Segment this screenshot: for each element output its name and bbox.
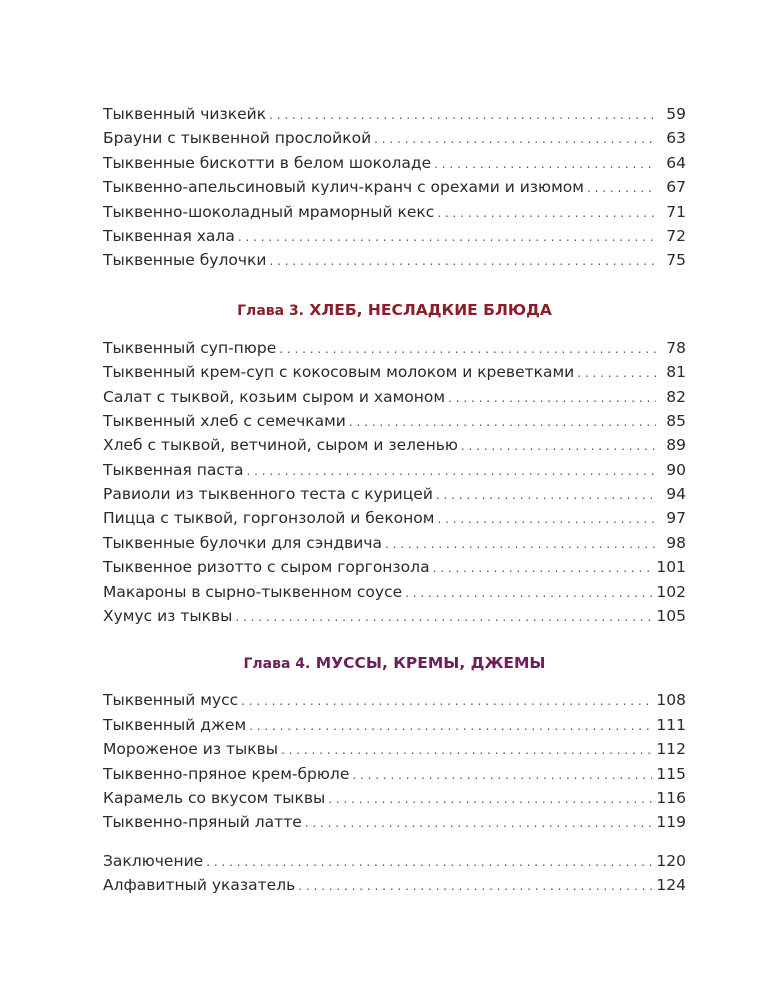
entry-page: 105 (656, 607, 686, 626)
toc-entry[interactable] (103, 580, 686, 604)
toc-entry[interactable] (103, 151, 686, 175)
chapter-label: Глава 4. (243, 656, 311, 673)
entry-page: 72 (666, 226, 686, 245)
entry-page: 67 (666, 178, 686, 197)
dot-leader (305, 811, 653, 835)
entry-title: Тыквенный мусс (103, 691, 239, 710)
dot-leader (434, 152, 656, 176)
entry-title: Тыквенный крем-суп с кокосовым молоком и креветками (103, 363, 575, 382)
entry-page: 89 (666, 436, 686, 455)
entry-page: 75 (666, 251, 686, 270)
dot-leader (385, 532, 656, 556)
dot-leader (269, 103, 656, 127)
entry-title: Тыквенный джем (103, 715, 247, 734)
entry-page: 111 (656, 715, 686, 734)
toc-entry[interactable] (103, 737, 686, 761)
dot-leader (349, 410, 656, 434)
entry-title: Тыквенный суп-пюре (103, 338, 277, 357)
entry-page: 119 (656, 813, 686, 832)
toc-entry[interactable] (103, 433, 686, 457)
dot-leader (328, 787, 652, 811)
toc-entry[interactable] (103, 482, 686, 506)
entry-title: Салат с тыквой, козьим сыром и хамоном (103, 387, 446, 406)
entry-title: Хлеб с тыквой, ветчиной, сыром и зеленью (103, 436, 458, 455)
dot-leader (587, 176, 656, 200)
dot-leader (448, 386, 656, 410)
entry-title: Тыквенный чизкейк (103, 105, 267, 123)
chapter-title: ХЛЕБ, НЕСЛАДКИЕ БЛЮДА (309, 300, 552, 319)
toc-group-2 (103, 336, 686, 629)
toc-entry[interactable] (103, 531, 686, 555)
entry-page: 82 (666, 387, 686, 406)
dot-leader (437, 201, 656, 225)
dot-leader (238, 225, 656, 249)
toc-entry[interactable] (103, 336, 686, 360)
dot-leader (281, 738, 652, 762)
entry-page: 85 (666, 411, 686, 430)
dot-leader (374, 127, 656, 151)
chapter-label: Глава 3. (237, 302, 305, 319)
dot-leader (249, 714, 652, 738)
toc-entry[interactable] (103, 786, 686, 810)
entry-page: 116 (656, 788, 686, 807)
toc-entry[interactable] (103, 555, 686, 579)
entry-title: Тыквенная хала (103, 226, 235, 245)
toc-entry[interactable] (103, 224, 686, 248)
toc-group-3 (103, 688, 686, 834)
entry-page: 59 (666, 105, 686, 123)
toc-entry[interactable] (103, 506, 686, 530)
toc-entry[interactable] (103, 873, 686, 897)
entry-page: 78 (666, 338, 686, 357)
toc-entry[interactable] (103, 175, 686, 199)
entry-title: Тыквенная паста (103, 460, 244, 479)
entry-title: Заключение (103, 851, 204, 870)
chapter-3-heading[interactable] (103, 298, 686, 322)
toc-entry[interactable] (103, 126, 686, 150)
dot-leader (433, 556, 653, 580)
toc-entry[interactable] (103, 102, 686, 126)
dot-leader (577, 361, 656, 385)
chapter-title: МУССЫ, КРЕМЫ, ДЖЕМЫ (315, 654, 546, 673)
entry-page: 120 (656, 851, 686, 870)
entry-title: Алфавитный указатель (103, 876, 296, 895)
entry-title: Тыквенный хлеб с семечками (103, 411, 346, 430)
entry-title: Тыквенные бискотти в белом шоколаде (103, 153, 432, 172)
dot-leader (461, 434, 656, 458)
toc-entry[interactable] (103, 360, 686, 384)
entry-page: 115 (656, 764, 686, 783)
dot-leader (405, 581, 652, 605)
entry-title: Равиоли из тыквенного теста с курицей (103, 485, 433, 504)
table-of-contents (103, 102, 686, 898)
toc-entry[interactable] (103, 762, 686, 786)
entry-title: Тыквенно-пряный латте (103, 813, 302, 832)
entry-page: 108 (656, 691, 686, 710)
entry-page: 63 (666, 129, 686, 148)
entry-title: Тыквенные булочки (103, 251, 267, 270)
chapter-4-heading[interactable] (103, 651, 686, 675)
entry-page: 90 (666, 460, 686, 479)
toc-group-1 (103, 102, 686, 273)
toc-entry[interactable] (103, 409, 686, 433)
entry-page: 124 (656, 876, 686, 895)
dot-leader (352, 763, 652, 787)
dot-leader (436, 483, 656, 507)
entry-page: 98 (666, 533, 686, 552)
dot-leader (279, 337, 656, 361)
entry-title: Карамель со вкусом тыквы (103, 788, 326, 807)
toc-entry[interactable] (103, 713, 686, 737)
toc-entry[interactable] (103, 604, 686, 628)
entry-title: Тыквенно-пряное крем-брюле (103, 764, 350, 783)
entry-page: 112 (656, 740, 686, 759)
entry-page: 101 (656, 558, 686, 577)
entry-page: 102 (656, 582, 686, 601)
toc-entry[interactable] (103, 385, 686, 409)
entry-title: Тыквенно-апельсиновый кулич-кранч с орехами и изюмом (103, 178, 584, 197)
entry-title: Мороженое из тыквы (103, 740, 279, 759)
entry-title: Тыквенное ризотто с сыром горгонзола (103, 558, 430, 577)
toc-entry[interactable] (103, 810, 686, 834)
entry-page: 81 (666, 363, 686, 382)
dot-leader (246, 459, 656, 483)
toc-entry[interactable] (103, 200, 686, 224)
toc-entry[interactable] (103, 458, 686, 482)
entry-title: Хумус из тыквы (103, 607, 233, 626)
toc-closing (103, 849, 686, 898)
entry-title: Макароны в сырно-тыквенном соусе (103, 582, 403, 601)
toc-entry[interactable] (103, 849, 686, 873)
toc-entry[interactable] (103, 688, 686, 712)
entry-page: 71 (666, 202, 686, 221)
entry-page: 97 (666, 509, 686, 528)
entry-title: Тыквенные булочки для сэндвича (103, 533, 382, 552)
entry-page: 94 (666, 485, 686, 504)
dot-leader (241, 689, 652, 713)
dot-leader (269, 249, 656, 273)
entry-title: Пицца с тыквой, горгонзолой и беконом (103, 509, 435, 528)
entry-title: Тыквенно-шоколадный мраморный кекс (103, 202, 435, 221)
toc-entry[interactable] (103, 248, 686, 272)
entry-title: Брауни с тыквенной прослойкой (103, 129, 372, 148)
dot-leader (437, 507, 656, 531)
spacer (103, 835, 686, 849)
dot-leader (298, 874, 652, 898)
dot-leader (206, 850, 652, 874)
entry-page: 64 (666, 153, 686, 172)
dot-leader (235, 605, 652, 629)
